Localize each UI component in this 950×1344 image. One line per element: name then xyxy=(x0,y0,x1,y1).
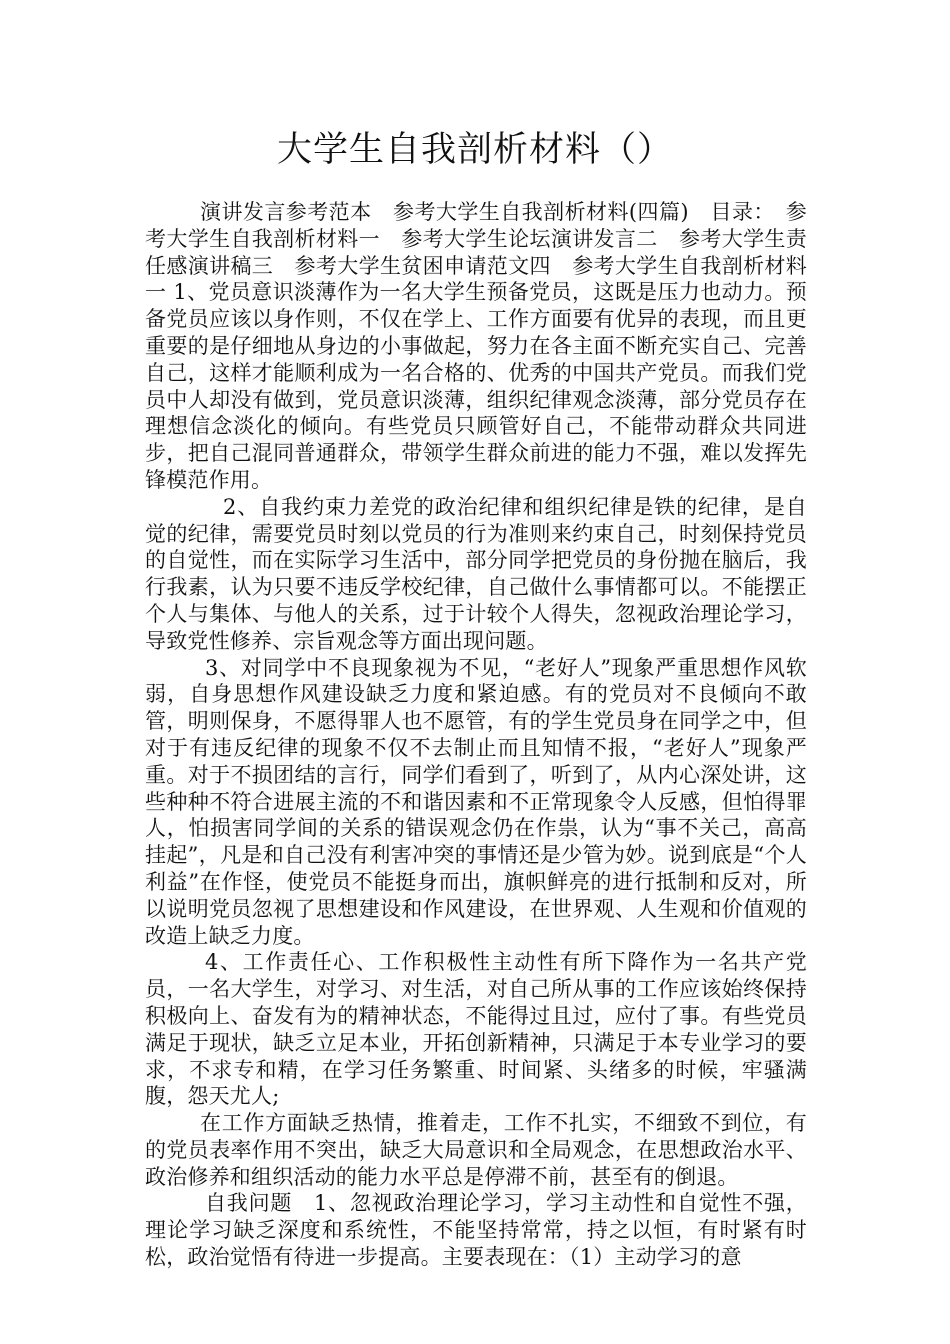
document-title: 大学生自我剖析材料（） xyxy=(276,130,673,170)
document-body xyxy=(145,199,807,1271)
paragraph-4: 4、工作责任心、工作积极性主动性有所下降作为一名共产党员，一名大学生，对学习、对生活，对自己所从事的工作应该始终保持积极向上、奋发有为的精神状态，不能得过且过，应付了事。有些党员满足于现状，缺乏立足本业，开拓创新精神，只满足于本专业学习的要求，不求专和精，在学习任务繁重、时间紧、头绪多的时候，牢骚满腹，怨天尤人; xyxy=(145,950,807,1109)
paragraph-5: 在工作方面缺乏热情，推着走，工作不扎实，不细致不到位，有的党员表率作用不突出，缺乏大局意识和全局观念，在思想政治水平、政治修养和组织活动的能力水平总是停滞不前，甚至有的倒退。 xyxy=(145,1111,807,1189)
paragraph-3: 3、对同学中不良现象视为不见，“老好人”现象严重思想作风软弱，自身思想作风建设缺乏力度和紧迫感。有的党员对不良倾向不敢管，明则保身，不愿得罪人也不愿管，有的学生党员身在同学之中，但对于有违反纪律的现象不仅不去制止而且知情不报，“老好人”现象严重。对于不损团结的言行，同学们看到了，听到了，从内心深处讲，这些种种不符合进展主流的不和谐因素和不正常现象令人反感，但怕得罪人，怕损害同学间的关系的错误观念仍在作祟，认为“事不关己，高高挂起”，凡是和自己没有利害冲突的事情还是少管为妙。说到底是“个人利益”在作怪，使党员不能挺身而出，旗帜鲜亮的进行抵制和反对，所以说明党员忽视了思想建设和作风建设，在世界观、人生观和价值观的改造上缺乏力度。 xyxy=(145,655,807,948)
paragraph-6: 自我问题 1、忽视政治理论学习，学习主动性和自觉性不强，理论学习缺乏深度和系统性，不能坚持常常，持之以恒，有时紧有时松，政治觉悟有待进一步提高。主要表现在：（1）主动学习的意 xyxy=(145,1191,807,1270)
paragraph-2: 2、自我约束力差党的政治纪律和组织纪律是铁的纪律，是自觉的纪律，需要党员时刻以党员的行为准则来约束自己，时刻保持党员的自觉性，而在实际学习生活中，部分同学把党员的身份抛在脑后，我行我素，认为只要不违反学校纪律，自己做什么事情都可以。不能摆正个人与集体、与他人的关系，过于计较个人得失，忽视政治理论学习，导致党性修养、宗旨观念等方面出现问题。 xyxy=(145,494,807,653)
paragraph-1: 演讲发言参考范本 参考大学生自我剖析材料(四篇) 目录： 参考大学生自我剖析材料一 参考大学生论坛演讲发言二 参考大学生责任感演讲稿三 参考大学生贫困申请范文四 参考大学生自我剖析材料一 1、党员意识淡薄作为一名大学生预备党员，这既是压力也动力。预备党员应该以身作则，不仅在学上、工作方面要有优异的表现，而且更重要的是仔细地从身边的小事做起，努力在各主面不断充实自己、完善自己，这样才能顺利成为一名合格的、优秀的中国共产党员。而我们党员中人却没有做到，党员意识淡薄，组织纪律观念淡薄，部分党员存在理想信念淡化的倾向。有些党员只顾管好自己，不能带动群众共同进步，把自己混同普通群众，带领学生群众前进的能力不强，难以发挥先锋模范作用。 xyxy=(145,200,807,492)
